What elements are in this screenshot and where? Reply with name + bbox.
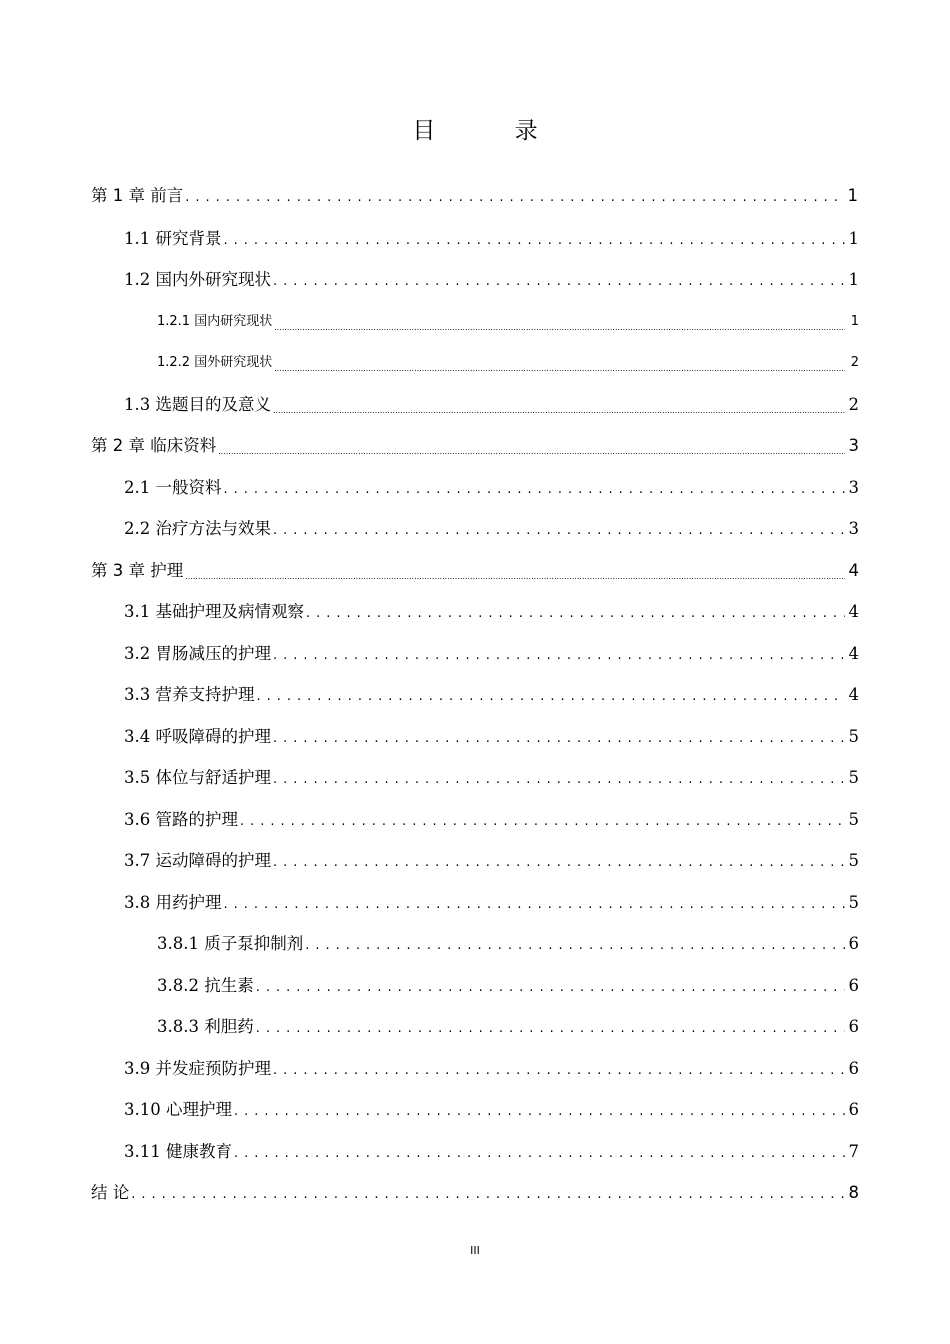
toc-entry-3-9[interactable]: [124, 1056, 859, 1080]
dot-leader: [240, 813, 845, 831]
toc-entry-label: 3.9 并发症预防护理: [124, 1059, 271, 1078]
toc-entry-label: 3.8.2 抗生素: [157, 976, 254, 995]
toc-entry-3-7[interactable]: [124, 848, 859, 872]
toc-entry-page: 1: [848, 270, 859, 289]
toc-entry-3-3[interactable]: [124, 682, 859, 706]
toc-entry-1-2[interactable]: [124, 267, 859, 291]
toc-entry-label: 1.1 研究背景: [124, 229, 222, 248]
dot-leader: [224, 481, 846, 499]
toc-entry-label: 第 2 章 临床资料: [91, 436, 217, 455]
toc-entry-chapter-1[interactable]: [91, 183, 858, 207]
toc-entry-page: 4: [848, 644, 859, 663]
dot-leader: [234, 1145, 845, 1163]
toc-entry-page: 5: [848, 768, 859, 787]
dot-leader: [218, 447, 845, 457]
toc-entry-page: 5: [848, 851, 859, 870]
toc-entry-3-11[interactable]: [124, 1139, 859, 1163]
toc-entry-page: 1: [850, 314, 859, 329]
toc-entry-page: 6: [848, 934, 859, 953]
toc-entry-label: 3.8.3 利胆药: [157, 1017, 254, 1036]
dot-leader: [273, 854, 845, 872]
toc-entry-page: 3: [848, 436, 859, 455]
toc-entry-page: 4: [848, 685, 859, 704]
toc-entry-label: 3.11 健康教育: [124, 1142, 232, 1161]
dot-leader: [224, 232, 846, 250]
page-title: 目 录: [412, 118, 574, 144]
dot-leader: [131, 1186, 845, 1204]
toc-entry-label: 3.2 胃肠减压的护理: [124, 644, 271, 663]
toc-entry-page: 4: [848, 602, 859, 621]
toc-entry-label: 3.4 呼吸障碍的护理: [124, 727, 271, 746]
toc-entry-label: 结 论: [91, 1183, 130, 1202]
toc-entry-1-3[interactable]: [124, 392, 859, 416]
toc-entry-page: 6: [848, 1017, 859, 1036]
toc-entry-1-1[interactable]: [124, 226, 859, 250]
dot-leader: [273, 273, 845, 291]
toc-entry-label: 3.8.1 质子泵抑制剂: [157, 934, 304, 953]
toc-entry-3-8[interactable]: [124, 890, 859, 914]
toc-entry-page: 5: [848, 893, 859, 912]
toc-entry-1-2-1[interactable]: [157, 309, 859, 333]
toc-entry-label: 第 1 章 前言: [91, 186, 184, 205]
dot-leader: [273, 647, 845, 665]
toc-entry-label: 3.6 管路的护理: [124, 810, 238, 829]
toc-entry-2-1[interactable]: [124, 475, 859, 499]
toc-entry-page: 5: [848, 810, 859, 829]
dot-leader: [256, 979, 845, 997]
toc-entry-chapter-3[interactable]: [91, 558, 859, 582]
toc-entry-page: 1: [847, 186, 858, 205]
toc-entry-label: 2.2 治疗方法与效果: [124, 519, 271, 538]
toc-entry-label: 3.8 用药护理: [124, 893, 222, 912]
dot-leader: [273, 1062, 845, 1080]
toc-entry-label: 3.5 体位与舒适护理: [124, 768, 271, 787]
dot-leader: [273, 522, 845, 540]
toc-entry-label: 第 3 章 护理: [91, 561, 184, 580]
toc-entry-3-4[interactable]: [124, 724, 859, 748]
dot-leader: [257, 688, 846, 706]
dot-leader: [274, 323, 845, 333]
page-number-footer: III: [470, 1244, 480, 1257]
toc-entry-label: 2.1 一般资料: [124, 478, 222, 497]
toc-entry-page: 4: [848, 561, 859, 580]
toc-entry-label: 3.7 运动障碍的护理: [124, 851, 271, 870]
toc-entry-label: 3.1 基础护理及病情观察: [124, 602, 304, 621]
toc-entry-1-2-2[interactable]: [157, 350, 859, 374]
dot-leader: [256, 1020, 845, 1038]
toc-entry-3-8-2[interactable]: [157, 973, 859, 997]
toc-entry-3-8-3[interactable]: [157, 1014, 859, 1038]
toc-entry-2-2[interactable]: [124, 516, 859, 540]
toc-entry-3-5[interactable]: [124, 765, 859, 789]
toc-entry-conclusion[interactable]: [91, 1180, 859, 1204]
toc-entry-page: 8: [848, 1183, 859, 1202]
dot-leader: [273, 771, 845, 789]
toc-entry-chapter-2[interactable]: [91, 433, 859, 457]
dot-leader: [306, 605, 845, 623]
dot-leader: [224, 896, 846, 914]
dot-leader: [305, 937, 845, 955]
dot-leader: [273, 406, 845, 416]
dot-leader: [274, 364, 845, 374]
dot-leader: [273, 730, 845, 748]
toc-entry-page: 3: [848, 478, 859, 497]
toc-entry-label: 1.3 选题目的及意义: [124, 395, 271, 414]
toc-entry-page: 3: [848, 519, 859, 538]
toc-entry-3-10[interactable]: [124, 1097, 859, 1121]
toc-entry-label: 1.2.1 国内研究现状: [157, 314, 273, 329]
toc-entry-page: 5: [848, 727, 859, 746]
toc-entry-page: 6: [848, 976, 859, 995]
dot-leader: [234, 1103, 845, 1121]
toc-entry-page: 6: [848, 1100, 859, 1119]
toc-entry-label: 1.2 国内外研究现状: [124, 270, 271, 289]
toc-entry-page: 6: [848, 1059, 859, 1078]
toc-entry-3-8-1[interactable]: [157, 931, 859, 955]
toc-entry-label: 1.2.2 国外研究现状: [157, 355, 273, 370]
toc-entry-3-6[interactable]: [124, 807, 859, 831]
toc-entry-page: 1: [848, 229, 859, 248]
toc-entry-3-1[interactable]: [124, 599, 859, 623]
dot-leader: [185, 189, 844, 207]
toc-entry-page: 7: [848, 1142, 859, 1161]
toc-entry-label: 3.10 心理护理: [124, 1100, 232, 1119]
dot-leader: [185, 572, 845, 582]
toc-entry-label: 3.3 营养支持护理: [124, 685, 255, 704]
toc-entry-3-2[interactable]: [124, 641, 859, 665]
toc-entry-page: 2: [850, 355, 859, 370]
toc-entry-page: 2: [848, 395, 859, 414]
